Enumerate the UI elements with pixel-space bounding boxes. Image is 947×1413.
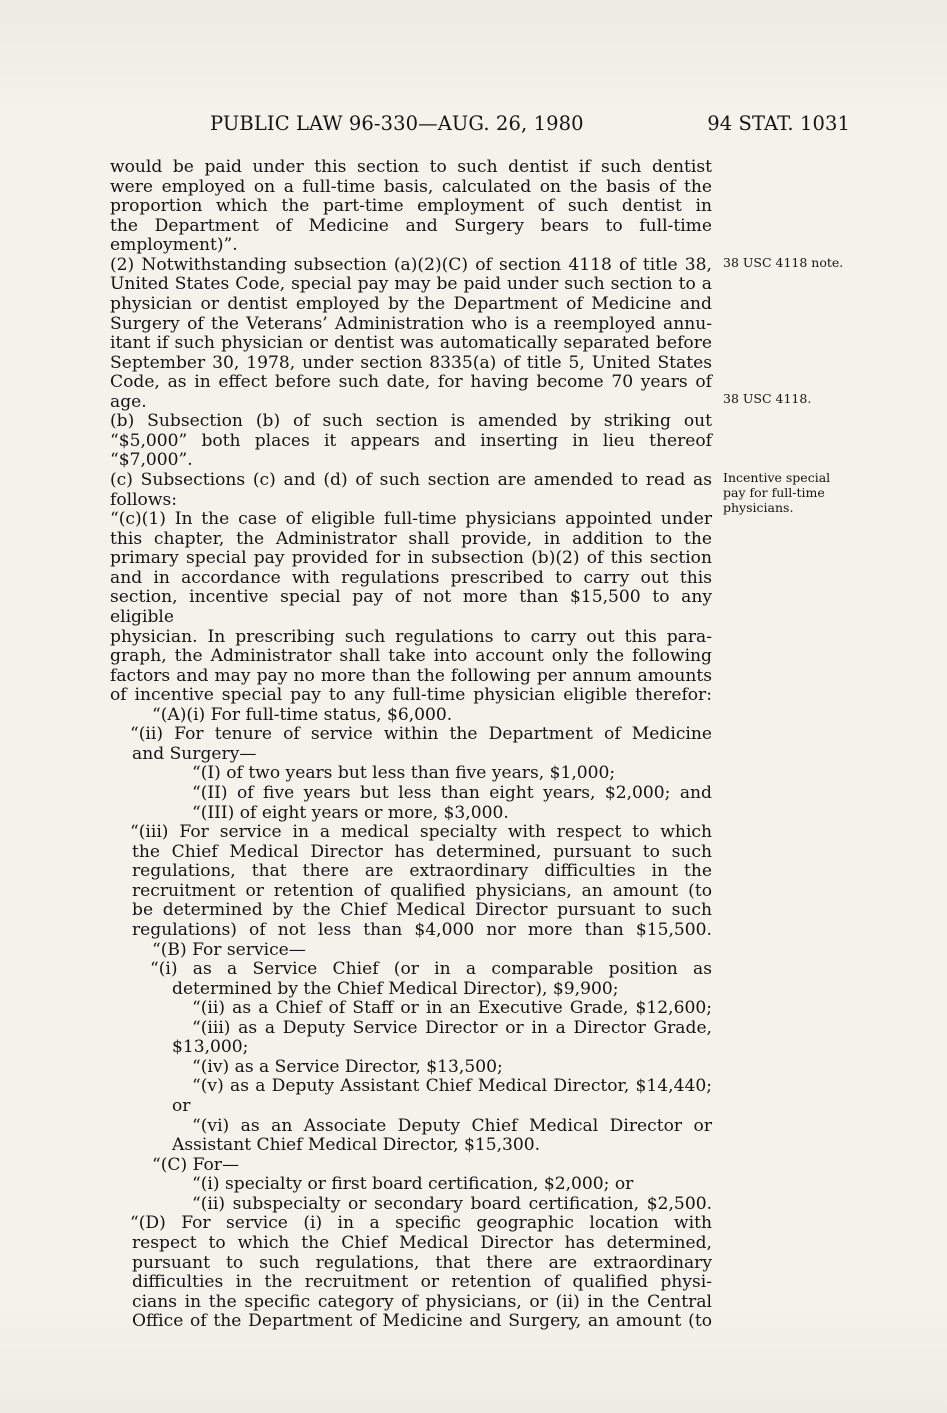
text-line: Code, as in effect before such date, for having become 70 years of age. xyxy=(110,372,712,412)
text-line: this chapter, the Administrator shall provide, in addition to the xyxy=(110,528,712,549)
text-line: United States Code, special pay may be paid under such section to a xyxy=(110,274,712,295)
text-line: cians in the specific category of physicians, or (ii) in the Central xyxy=(132,1291,712,1312)
text-line: were employed on a full-time basis, calculated on the basis of the xyxy=(110,176,712,197)
text-line: “(i) specialty or first board certification, $2,000; or xyxy=(192,1174,634,1195)
text-line: “(B) For service— xyxy=(152,939,306,960)
text-line: “(C) For— xyxy=(152,1154,240,1175)
text-line: and Surgery— xyxy=(132,743,257,764)
text-line: difficulties in the recruitment or retention of qualified physi- xyxy=(132,1272,712,1293)
text-line: pursuant to such regulations, that there are extraordinary xyxy=(132,1252,712,1273)
text-line: be determined by the Chief Medical Director pursuant to such xyxy=(132,900,712,921)
header-page-citation: 94 STAT. 1031 xyxy=(707,112,850,135)
text-line: factors and may pay no more than the following per annum amounts xyxy=(110,665,712,686)
text-line: (c) Subsections (c) and (d) of such section are amended to read as xyxy=(110,470,712,490)
text-line: physician or dentist employed by the Department of Medicine and xyxy=(110,293,712,314)
text-line: “(c)(1) In the case of eligible full-time physicians appointed under xyxy=(110,509,712,530)
text-line: itant if such physician or dentist was automatically separated before xyxy=(110,333,712,354)
text-line: follows: xyxy=(110,489,178,510)
text-line: Office of the Department of Medicine and Surgery, an amount (to xyxy=(132,1311,712,1332)
text-line: “(iii) For service in a medical specialty with respect to which xyxy=(130,822,712,843)
text-line: primary special pay provided for in subsection (b)(2) of this section xyxy=(110,548,712,569)
text-line: section, incentive special pay of not more than $15,500 to any eligible xyxy=(110,587,712,627)
text-line: $13,000; xyxy=(172,1037,249,1058)
text-line: “(v) as a Deputy Assistant Chief Medical Director, $14,440; xyxy=(192,1076,712,1097)
sidenote-usc-4118-note: 38 USC 4118 note. xyxy=(723,255,844,270)
text-line: (b) Subsection (b) of such section is amended by striking out xyxy=(110,411,712,432)
text-line: “(ii) For tenure of service within the Department of Medicine xyxy=(130,724,712,745)
sidenote-usc-4118: 38 USC 4118. xyxy=(723,391,812,406)
sidenote-incentive-special-pay: Incentive special pay for full-time physicians. xyxy=(723,470,831,515)
text-line: “(vi) as an Associate Deputy Chief Medical Director or xyxy=(192,1115,712,1136)
text-line: (2) Notwithstanding subsection (a)(2)(C) of section 4118 of title 38, xyxy=(110,254,712,275)
text-line: Assistant Chief Medical Director, $15,300. xyxy=(172,1135,541,1156)
text-line: proportion which the part-time employment of such dentist in xyxy=(110,196,712,217)
text-line: respect to which the Chief Medical Director has determined, xyxy=(132,1232,712,1253)
text-line: graph, the Administrator shall take into account only the following xyxy=(110,646,712,667)
text-line: “$5,000” both places it appears and inserting in lieu thereof “$7,000”. xyxy=(110,430,712,471)
text-line: employment)”. xyxy=(110,235,238,256)
text-line: the Department of Medicine and Surgery bears to full-time xyxy=(110,215,712,236)
text-line: “(III) of eight years or more, $3,000. xyxy=(192,802,509,823)
running-header xyxy=(210,112,850,138)
text-line: regulations, that there are extraordinary difficulties in the xyxy=(132,861,712,882)
text-line: determined by the Chief Medical Director), $9,900; xyxy=(172,978,619,999)
text-line: of incentive special pay to any full-time physician eligible therefor: xyxy=(110,685,712,706)
text-line: recruitment or retention of qualified physicians, an amount (to xyxy=(132,880,712,901)
text-line: the Chief Medical Director has determined, pursuant to such xyxy=(132,841,712,862)
text-line: Surgery of the Veterans’ Administration who is a reemployed annu- xyxy=(110,313,712,334)
text-line: “(iv) as a Service Director, $13,500; xyxy=(192,1056,503,1077)
statute-text xyxy=(110,158,712,1332)
text-line: “(ii) as a Chief of Staff or in an Executive Grade, $12,600; xyxy=(192,998,712,1019)
header-title: PUBLIC LAW 96-330—AUG. 26, 1980 xyxy=(210,112,584,135)
text-line: physician. In prescribing such regulations to carry out this para- xyxy=(110,626,712,647)
text-line: regulations) of not less than $4,000 nor more than $15,500. xyxy=(132,919,712,940)
text-line: or xyxy=(172,1096,191,1116)
text-line: September 30, 1978, under section 8335(a) of title 5, United States xyxy=(110,352,712,373)
text-line: “(ii) subspecialty or secondary board certification, $2,500. xyxy=(192,1193,712,1214)
text-line: “(II) of five years but less than eight years, $2,000; and xyxy=(192,783,712,803)
text-line: and in accordance with regulations prescribed to carry out this xyxy=(110,567,712,588)
text-line: “(D) For service (i) in a specific geographic location with xyxy=(130,1213,712,1234)
text-line: “(A)(i) For full-time status, $6,000. xyxy=(152,704,453,725)
text-line: would be paid under this section to such dentist if such dentist xyxy=(110,157,712,177)
text-line: “(iii) as a Deputy Service Director or in a Director Grade, xyxy=(192,1017,712,1038)
text-line: “(i) as a Service Chief (or in a comparable position as xyxy=(150,959,712,980)
text-line: “(I) of two years but less than five years, $1,000; xyxy=(192,763,616,784)
